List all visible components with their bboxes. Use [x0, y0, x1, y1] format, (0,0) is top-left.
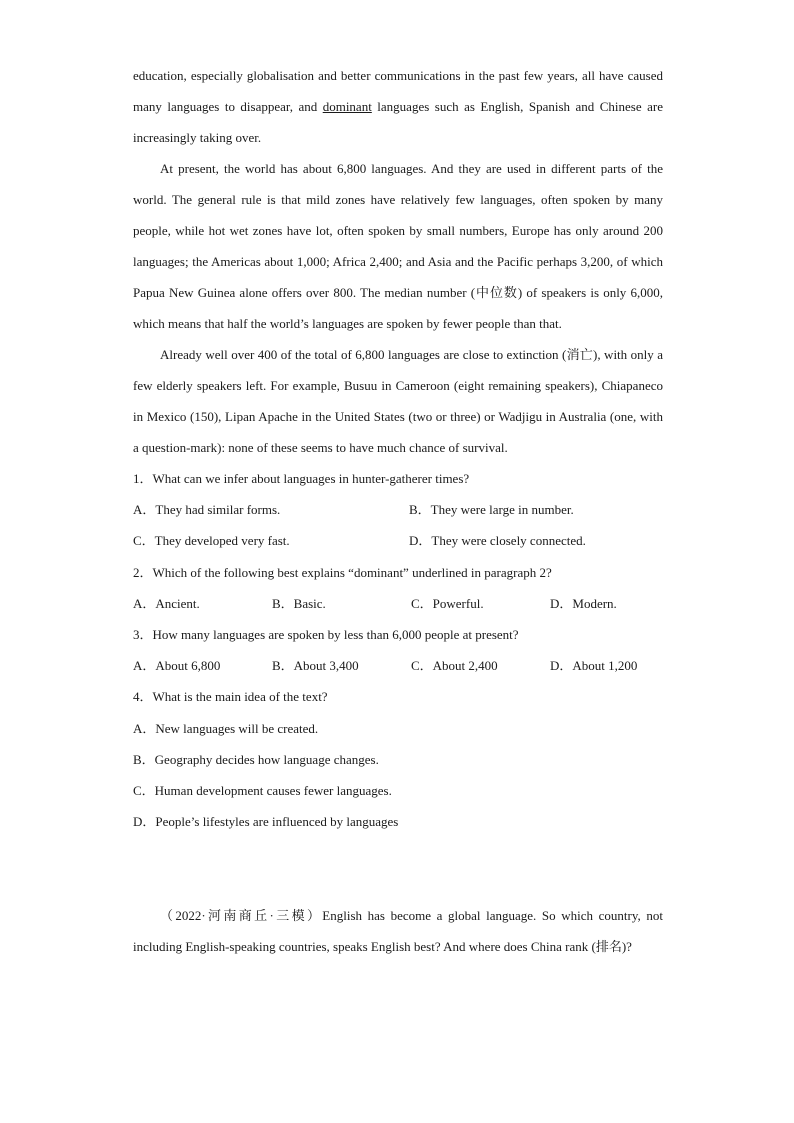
question-3-option-b[interactable]: B．About 3,400 — [272, 658, 359, 674]
question-1-stem: 1．What can we infer about languages in hunter-gatherer times? — [133, 471, 470, 486]
question-2-options — [133, 588, 663, 619]
question-4-option-b[interactable]: B．Geography decides how language changes. — [133, 751, 379, 767]
section-gap — [133, 837, 663, 900]
question-2-option-a[interactable]: A．Ancient. — [133, 595, 200, 611]
question-4-option-c[interactable]: C．Human development causes fewer languages. — [133, 783, 392, 799]
question-1-option-c[interactable]: C．They developed very fast. — [133, 533, 290, 549]
paragraph-1-text-end: languages such as English, Spanish and Chinese are increasingly taking over. — [133, 99, 663, 145]
next-passage-intro: （2022·河南商丘·三模）English has become a global language. So which country, not including English-speaking countries, speaks English best? And where does China rank (排名)? — [133, 908, 663, 955]
question-4-option-a[interactable]: A．New languages will be created. — [133, 720, 319, 736]
question-1-option-b[interactable]: B．They were large in number. — [409, 502, 574, 518]
question-2-stem: 2．Which of the following best explains “dominant” underlined in paragraph 2? — [133, 564, 552, 580]
paragraph-1 — [133, 60, 663, 153]
question-3-stem: 3．How many languages are spoken by less than 6,000 people at present? — [133, 627, 519, 643]
question-3-option-a[interactable]: A．About 6,800 — [133, 658, 221, 674]
question-1-option-a[interactable]: A．They had similar forms. — [133, 502, 281, 518]
question-2-option-d[interactable]: D．Modern. — [550, 595, 617, 611]
question-4-stem: 4．What is the main idea of the text? — [133, 689, 328, 705]
paragraph-2: At present, the world has about 6,800 languages. And they are used in different parts of the world. The general rule is that mild zones have relatively few languages, often spoken by many people, while hot wet zones have lot, often spoken by small numbers, Europe has only around 200 languages; the Americas about 1,000; Africa 2,400; and Asia and the Pacific perhaps 3,200, of which Papua New Guinea alone offers over 800. The median number (中位数) of speakers is only 6,000, which means that half the world’s languages are spoken by fewer people than that. — [133, 161, 663, 331]
question-1-option-d[interactable]: D．They were closely connected. — [409, 533, 586, 549]
question-1-options-row-1 — [133, 494, 663, 525]
question-4-option-d[interactable]: D．People’s lifestyles are influenced by languages — [133, 814, 399, 830]
paragraph-1-text-start: education, especially globalisation and better communications in the past few years, all have caused many languages to disappear, and — [133, 68, 663, 114]
paragraph-3: Already well over 400 of the total of 6,800 languages are close to extinction (消亡), with only a few elderly speakers left. For example, Busuu in Cameroon (eight remaining speakers), Chiapaneco in Mexico (150), Lipan Apache in the United States (two or three) or Wadjigu in Australia (one, with a question-mark): none of these seems to have much chance of survival. — [133, 347, 663, 455]
question-2-option-b[interactable]: B．Basic. — [272, 595, 326, 611]
question-3-options — [133, 650, 663, 681]
question-1-options-row-2 — [133, 525, 663, 556]
underlined-word-dominant: dominant — [322, 99, 372, 114]
document-page — [133, 60, 663, 962]
question-2-option-c[interactable]: C．Powerful. — [411, 595, 484, 611]
question-3-option-c[interactable]: C．About 2,400 — [411, 658, 498, 674]
question-3-option-d[interactable]: D．About 1,200 — [550, 658, 638, 674]
